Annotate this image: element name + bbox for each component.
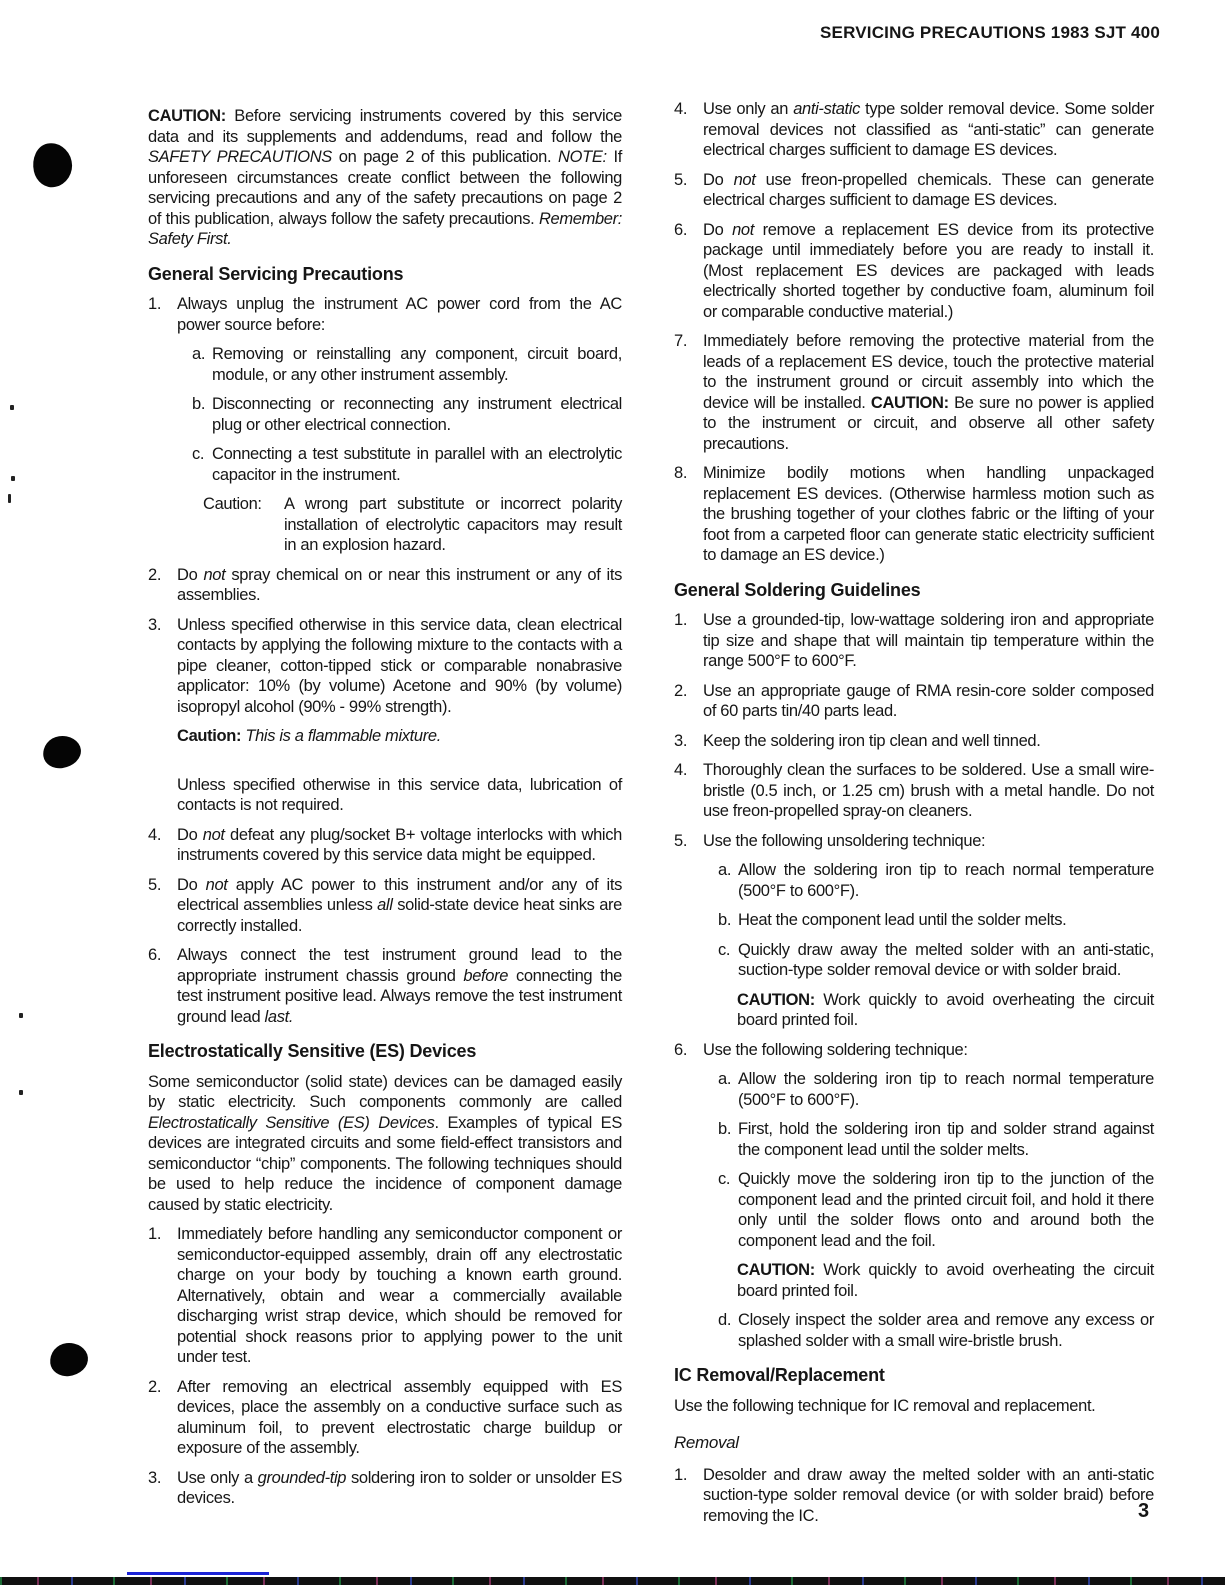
item-body bbox=[212, 344, 622, 385]
item-body bbox=[177, 945, 622, 1027]
item-body bbox=[703, 99, 1154, 161]
text-run: Use only an bbox=[703, 100, 794, 118]
text-run: type solder removal device. Some solder removal devices not classified as “anti-static” can generate electrical charges sufficient to damage ES devices. bbox=[703, 100, 1154, 159]
text-run: Electrostatically Sensitive (ES) Devices bbox=[148, 1113, 435, 1132]
text-run: NOTE: bbox=[558, 148, 607, 166]
item-label: c. bbox=[192, 445, 205, 463]
text-run: Disconnecting or reconnecting any instrument electrical plug or other electrical connection. bbox=[212, 395, 622, 434]
text-run: solid-state device heat sinks are correctly installed. bbox=[177, 896, 622, 935]
item-body bbox=[738, 940, 1154, 981]
item-label: 3. bbox=[674, 731, 688, 750]
item-label: 3. bbox=[148, 1468, 162, 1487]
text-run: defeat any plug/socket B+ voltage interlocks with which instruments covered by this service data might be equipped. bbox=[177, 825, 622, 864]
item-label: 5. bbox=[674, 831, 688, 850]
text-run: Do bbox=[703, 170, 734, 189]
text-run: Always unplug the instrument AC power cord from the AC power source before: bbox=[177, 295, 622, 334]
numbered-item bbox=[674, 99, 1154, 161]
item-label: 5. bbox=[674, 170, 688, 189]
numbered-item bbox=[674, 731, 1154, 752]
text-run: Do bbox=[177, 825, 203, 844]
item-label: 1. bbox=[674, 611, 688, 629]
text-run: Unless specified otherwise in this service data, lubrication of contacts is not required. bbox=[177, 775, 622, 814]
lettered-item bbox=[192, 394, 622, 435]
paragraph bbox=[148, 1072, 622, 1216]
text-run: grounded-tip bbox=[257, 1468, 347, 1487]
numbered-item bbox=[148, 615, 622, 718]
text-run: Quickly draw away the melted solder with an anti-static, suction-type solder removal device or with solder braid. bbox=[738, 940, 1154, 979]
item-body bbox=[703, 610, 1154, 672]
italic-subheading: Removal bbox=[674, 1433, 739, 1452]
text-run: Remember: Safety First. bbox=[148, 209, 622, 248]
text-run: Use the following soldering technique: bbox=[703, 1040, 968, 1059]
item-label: 6. bbox=[674, 1040, 688, 1059]
item-body bbox=[703, 731, 1154, 752]
item-body bbox=[738, 1310, 1154, 1351]
item-label: b. bbox=[192, 395, 206, 413]
lettered-item bbox=[192, 444, 622, 485]
text-run: not bbox=[202, 825, 225, 844]
numbered-item bbox=[674, 220, 1154, 323]
text-run: If unforeseen circumstances create conflict between the following servicing precautions and any of the safety precautions on page 2 of this publication, always follow the safety precautions. bbox=[148, 148, 623, 228]
text-run: Closely inspect the solder area and remove any excess or splashed solder with a small wire-bristle brush. bbox=[738, 1311, 1154, 1350]
text-run: CAUTION: bbox=[148, 107, 226, 125]
caution-paragraph bbox=[737, 990, 1154, 1031]
column-left bbox=[148, 106, 622, 1518]
text-run: Use the following technique for IC removal and replacement. bbox=[674, 1396, 1096, 1415]
item-label: 1. bbox=[148, 1225, 162, 1243]
scan-speck bbox=[19, 1090, 23, 1095]
item-body bbox=[703, 1465, 1154, 1527]
text-run: not bbox=[203, 565, 226, 584]
item-body bbox=[703, 1040, 1154, 1061]
numbered-item bbox=[674, 331, 1154, 454]
item-label: 8. bbox=[674, 464, 688, 482]
scan-speck bbox=[19, 1013, 23, 1018]
lettered-item bbox=[718, 1119, 1154, 1160]
section-heading: Electrostatically Sensitive (ES) Devices bbox=[148, 1041, 477, 1061]
numbered-item bbox=[148, 825, 622, 866]
paragraph bbox=[148, 106, 622, 250]
item-body bbox=[703, 463, 1154, 566]
item-label: 5. bbox=[148, 875, 162, 894]
item-label: 3. bbox=[148, 615, 162, 634]
text-run: Keep the soldering iron tip clean and well tinned. bbox=[703, 731, 1041, 750]
numbered-item bbox=[148, 565, 622, 606]
scan-speck bbox=[10, 405, 14, 410]
item-body bbox=[703, 760, 1154, 822]
text-run: After removing an electrical assembly equipped with ES devices, place the assembly on a conductive surface such as aluminum foil, to prevent electrostatic charge buildup or exposure of the assembly. bbox=[177, 1377, 622, 1457]
numbered-item bbox=[674, 1040, 1154, 1061]
item-body bbox=[703, 170, 1154, 211]
section-heading: IC Removal/Replacement bbox=[674, 1365, 885, 1385]
text-run: Use the following unsoldering technique: bbox=[703, 831, 986, 850]
numbered-item bbox=[674, 463, 1154, 566]
text-run: First, hold the soldering iron tip and solder strand against the component lead until the solder melts. bbox=[738, 1120, 1154, 1159]
scan-edge-bar bbox=[0, 1577, 1225, 1585]
item-body bbox=[738, 1069, 1154, 1110]
text-run: Work quickly to avoid overheating the circuit board printed foil. bbox=[737, 990, 1154, 1029]
item-label: 2. bbox=[148, 1377, 162, 1396]
lettered-item bbox=[718, 940, 1154, 981]
item-label: 1. bbox=[674, 1465, 688, 1484]
section-heading: General Servicing Precautions bbox=[148, 263, 404, 284]
item-label: d. bbox=[718, 1311, 732, 1329]
text-run: not bbox=[732, 220, 754, 239]
item-label: 6. bbox=[674, 220, 688, 239]
page-header: SERVICING PRECAUTIONS 1983 SJT 400 bbox=[820, 23, 1160, 42]
text-run: Always connect the test instrument ground lead to the appropriate instrument chassis ground bbox=[177, 946, 622, 985]
text-run: CAUTION: bbox=[870, 393, 949, 412]
item-body bbox=[177, 615, 622, 718]
text-run: . Examples of typical ES devices are integrated circuits and some field-effect transistors and semiconductor “chip” components. The following techniques should be used to help reduce the incidence of component damage caused by static electricity. bbox=[148, 1113, 622, 1214]
item-label: a. bbox=[192, 345, 206, 363]
text-run: Immediately before removing the protective material from the leads of a replacement ES device, touch the protective material to the instrument ground or circuit assembly into which the device will be installed. bbox=[703, 332, 1154, 412]
lettered-item bbox=[192, 344, 622, 385]
item-label: a. bbox=[718, 1070, 732, 1088]
item-label: b. bbox=[718, 911, 732, 929]
item-body bbox=[177, 1468, 622, 1509]
caution-note bbox=[203, 494, 622, 556]
item-label: 6. bbox=[148, 946, 162, 964]
item-body bbox=[177, 565, 622, 606]
text-run: Minimize bodily motions when handling unpackaged replacement ES devices. (Otherwise harmless motion such as the brushing together of your clothes fabric or the lifting of your foot from a carpeted floor can generate static electricity sufficient to damage an ES device.) bbox=[703, 464, 1154, 564]
item-label: 4. bbox=[674, 761, 688, 779]
text-run: Use a grounded-tip, low-wattage soldering iron and appropriate tip size and shape that will maintain tip temperature within the range 500°F to 600°F. bbox=[703, 611, 1154, 670]
item-body bbox=[703, 331, 1154, 454]
text-run: Removing or reinstalling any component, circuit board, module, or any other instrument assembly. bbox=[212, 345, 622, 384]
item-body bbox=[177, 825, 622, 866]
item-label: 4. bbox=[674, 100, 688, 118]
item-label: a. bbox=[718, 861, 732, 879]
item-body bbox=[177, 1224, 622, 1368]
text-run: Connecting a test substitute in parallel with an electrolytic capacitor in the instrument. bbox=[212, 445, 622, 484]
ink-blob-artifact bbox=[41, 734, 83, 771]
text-run: Unless specified otherwise in this service data, clean electrical contacts by applying the following mixture to the contacts with a pipe cleaner, cotton-tipped stick or comparable nonabrasive applicator: 10% (by volume) Acetone and 90% (by volume) isopropyl alcohol (90% - 99% strength). bbox=[177, 615, 622, 716]
text-run: not bbox=[733, 170, 756, 189]
item-label: 4. bbox=[148, 825, 162, 844]
numbered-item bbox=[148, 1224, 622, 1368]
text-run: Be sure no power is applied to the instrument or circuit, and observe all other safety precautions. bbox=[703, 393, 1154, 453]
item-body bbox=[212, 394, 622, 435]
numbered-item bbox=[674, 610, 1154, 672]
paragraph bbox=[177, 775, 622, 816]
text-run: CAUTION: bbox=[737, 990, 815, 1009]
item-body bbox=[703, 220, 1154, 323]
text-run: apply AC power to this instrument and/or any of its electrical assemblies unless bbox=[177, 875, 622, 914]
text-run: Caution: bbox=[177, 727, 242, 745]
text-run: not bbox=[205, 875, 228, 894]
item-body bbox=[738, 1169, 1154, 1251]
item-label: 2. bbox=[674, 681, 688, 700]
item-body bbox=[738, 910, 1154, 931]
text-run: Quickly move the soldering iron tip to the junction of the component lead and the printed circuit foil, and hold it there only until the solder flows onto and around both the component lead and the foil. bbox=[738, 1170, 1154, 1250]
paragraph bbox=[177, 726, 622, 747]
lettered-item bbox=[718, 1169, 1154, 1251]
item-body bbox=[177, 875, 622, 937]
ink-blob-artifact bbox=[48, 1341, 89, 1378]
text-run: Thoroughly clean the surfaces to be soldered. Use a small wire-bristle (0.5 inch, or 1.25 cm) brush with a metal handle. Do not use freon-propelled spray-on cleaners. bbox=[703, 761, 1154, 820]
numbered-item bbox=[148, 1468, 622, 1509]
spacer bbox=[148, 756, 622, 775]
ink-blob-artifact bbox=[29, 139, 76, 190]
column-right bbox=[674, 99, 1154, 1535]
item-label: Caution: bbox=[203, 495, 262, 513]
numbered-item bbox=[148, 1377, 622, 1459]
text-run: all bbox=[377, 896, 393, 914]
lettered-item bbox=[718, 1069, 1154, 1110]
text-run: Desolder and draw away the melted solder with an anti-static suction-type solder removal device (or with solder braid) before removing the IC. bbox=[703, 1465, 1154, 1525]
numbered-item bbox=[148, 945, 622, 1027]
item-label: 1. bbox=[148, 295, 162, 313]
numbered-item bbox=[674, 170, 1154, 211]
numbered-item bbox=[674, 681, 1154, 722]
text-run: connecting the test instrument positive lead. Always remove the test instrument ground lead bbox=[177, 966, 622, 1026]
text-run: CAUTION: bbox=[737, 1261, 815, 1279]
item-body bbox=[738, 1119, 1154, 1160]
item-label: c. bbox=[718, 940, 731, 959]
item-body bbox=[703, 831, 1154, 852]
text-run: Immediately before handling any semiconductor component or semiconductor-equipped assembly, drain off any electrostatic charge on your body by touching a known earth ground. Alternatively, obtain and wear a commercially available discharging wrist strap device, which should be removed for potential shock reasons prior to applying power to the unit under test. bbox=[177, 1225, 622, 1366]
item-body bbox=[738, 860, 1154, 901]
scan-speck bbox=[8, 494, 11, 503]
text-run: remove a replacement ES device from its protective package until immediately before you are ready to install it. (Most replacement ES devices are packaged with leads electrically shorted together by conductive foam, aluminum foil or comparable conductive material.) bbox=[703, 220, 1154, 321]
text-run: Before servicing instruments covered by this service data and its supplements and addendums, read and follow the bbox=[148, 107, 622, 146]
text-run: Do bbox=[177, 565, 204, 584]
numbered-item bbox=[674, 1465, 1154, 1527]
text-run: use freon-propelled chemicals. These can generate electrical charges sufficient to damage ES devices. bbox=[703, 170, 1154, 209]
numbered-item bbox=[148, 875, 622, 937]
item-label: 2. bbox=[148, 565, 162, 584]
text-run: Use only a bbox=[177, 1468, 258, 1487]
text-run: last. bbox=[264, 1007, 294, 1026]
text-run: Do bbox=[703, 220, 733, 239]
item-body bbox=[703, 681, 1154, 722]
item-label: c. bbox=[718, 1170, 731, 1188]
text-run: This is a flammable mixture. bbox=[245, 727, 441, 745]
text-run: before bbox=[463, 966, 509, 985]
text-run: Heat the component lead until the solder melts. bbox=[738, 911, 1067, 929]
scan-speck bbox=[11, 476, 15, 481]
page-number: 3 bbox=[1138, 1500, 1150, 1522]
paragraph bbox=[674, 1396, 1154, 1417]
text-run: soldering iron to solder or unsolder ES devices. bbox=[177, 1468, 622, 1507]
numbered-item bbox=[674, 760, 1154, 822]
text-run: A wrong part substitute or incorrect polarity installation of electrolytic capacitors may result in an explosion hazard. bbox=[284, 495, 622, 554]
item-body bbox=[177, 1377, 622, 1459]
text-run: Do bbox=[177, 875, 206, 894]
text-run: anti-static bbox=[793, 100, 860, 118]
text-run: Allow the soldering iron tip to reach normal temperature (500°F to 600°F). bbox=[738, 861, 1154, 900]
numbered-item bbox=[674, 831, 1154, 852]
numbered-item bbox=[148, 294, 622, 335]
caution-paragraph bbox=[737, 1260, 1154, 1301]
text-run: Allow the soldering iron tip to reach normal temperature (500°F to 600°F). bbox=[738, 1070, 1154, 1109]
section-heading: General Soldering Guidelines bbox=[674, 579, 921, 600]
item-label: 7. bbox=[674, 332, 688, 350]
text-run: Work quickly to avoid overheating the circuit board printed foil. bbox=[737, 1261, 1154, 1300]
text-run: Use an appropriate gauge of RMA resin-core solder composed of 60 parts tin/40 parts lead. bbox=[703, 681, 1154, 720]
text-run: SAFETY PRECAUTIONS bbox=[148, 148, 332, 166]
item-label: b. bbox=[718, 1120, 732, 1138]
lettered-item bbox=[718, 910, 1154, 931]
text-run: on page 2 of this publication. bbox=[331, 148, 559, 166]
text-run: Some semiconductor (solid state) devices can be damaged easily by static electricity. Such components commonly are called bbox=[148, 1072, 622, 1111]
blue-line-artifact bbox=[127, 1572, 269, 1575]
lettered-item bbox=[718, 860, 1154, 901]
item-body bbox=[177, 294, 622, 335]
text-run: spray chemical on or near this instrument or any of its assemblies. bbox=[177, 565, 622, 604]
lettered-item bbox=[718, 1310, 1154, 1351]
item-body bbox=[212, 444, 622, 485]
item-body bbox=[284, 494, 622, 556]
